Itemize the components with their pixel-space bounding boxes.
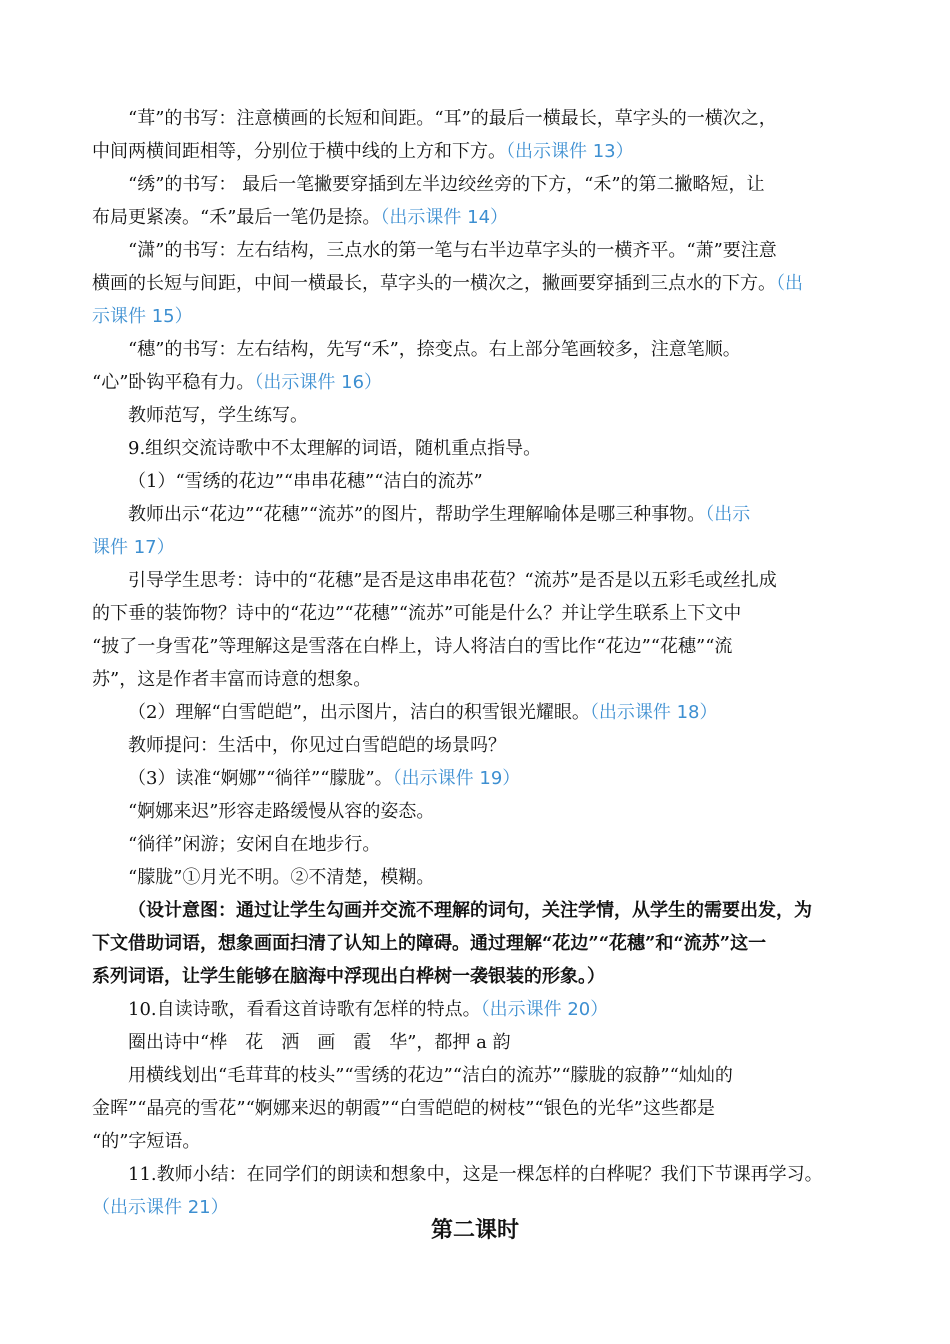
text-line [128,832,898,858]
text-line [92,931,862,957]
text-line [128,766,898,792]
courseware-reference: 示课件 15） [92,306,193,327]
text-line [128,865,898,891]
text-line [128,337,898,363]
line-text: 教师出示“花边”“花穗”“流苏”的图片，帮助学生理解喻体是哪三种事物。 [128,504,706,525]
text-line [92,205,862,231]
text-line [128,1030,898,1056]
line-text: “潇”的书写：左右结构，三点水的第一笔与右半边草字头的一横齐平。“萧”要注意 [128,240,777,261]
line-text: 引导学生思考：诗中的“花穗”是否是这串串花苞？“流苏”是否是以五彩毛或丝扎成 [128,570,777,591]
line-text: （设计意图：通过让学生勾画并交流不理解的词句，关注学情，从学生的需要出发，为 [128,900,812,921]
line-text: （3）读准“婀娜”“徜徉”“朦胧”。 [128,768,393,789]
text-line [92,370,862,396]
text-line [128,568,898,594]
text-line [92,271,862,297]
text-line [92,1129,862,1155]
line-text: “朦胧”①月光不明。②不清楚，模糊。 [128,867,435,888]
text-line [128,469,898,495]
courseware-reference: （出示课件 13） [506,141,634,162]
text-line [92,1096,862,1122]
text-line [128,997,898,1023]
courseware-reference: 课件 17） [92,537,175,558]
line-text: 金晖”“晶亮的雪花”“婀娜来迟的朝霞”“白雪皑皑的树枝”“银色的光华”这些都是 [92,1098,715,1119]
text-line [128,1063,898,1089]
line-text: （1）“雪绣的花边”“串串花穗”“洁白的流苏” [128,471,483,492]
line-text: 布局更紧凑。“禾”最后一笔仍是捺。 [92,207,381,228]
line-text: 9.组织交流诗歌中不太理解的词语，随机重点指导。 [128,438,542,459]
text-line [128,1162,898,1188]
text-line [128,799,898,825]
text-line [92,139,862,165]
courseware-reference: （出示课件 18） [589,702,718,723]
line-text: 11.教师小结：在同学们的朗读和想象中，这是一棵怎样的白桦呢？我们下节课再学习。 [128,1164,823,1185]
text-line [92,535,862,561]
text-line [128,436,898,462]
line-text: 圈出诗中“桦 花 洒 画 霞 华”，都押 a 韵 [128,1032,511,1053]
text-line [92,304,862,330]
line-text: 10.自读诗歌，看看这首诗歌有怎样的特点。 [128,999,481,1020]
line-text: “心”卧钩平稳有力。 [92,372,255,393]
line-text: 教师范写，学生练写。 [128,405,308,426]
text-line [128,238,898,264]
text-line [128,403,898,429]
courseware-reference: （出示课件 21） [92,1197,229,1218]
line-text: “穗”的书写：左右结构，先写“禾”，捺变点。右上部分笔画较多，注意笔顺。 [128,339,741,360]
text-line [92,667,862,693]
line-text: 用横线划出“毛茸茸的枝头”“雪绣的花边”“洁白的流苏”“朦胧的寂静”“灿灿的 [128,1065,733,1086]
courseware-reference: （出 [776,273,803,294]
text-line [92,634,862,660]
text-line [128,733,898,759]
courseware-reference: （出示课件 16） [254,372,383,393]
line-text: 教师提问：生活中，你见过白雪皑皑的场景吗？ [128,735,506,756]
text-line [128,700,898,726]
courseware-reference: （出示 [705,504,751,525]
line-text: “茸”的书写：注意横画的长短和间距。“耳”的最后一横最长，草字头的一横次之， [128,108,777,129]
line-text: “披了一身雪花”等理解这是雪落在白桦上，诗人将洁白的雪比作“花边”“花穗”“流 [92,636,733,657]
line-text: 横画的长短与间距，中间一横最长，草字头的一横次之，撇画要穿插到三点水的下方。 [92,273,776,294]
line-text: 苏”，这是作者丰富而诗意的想象。 [92,669,372,690]
text-line [92,964,862,990]
line-text: 系列词语，让学生能够在脑海中浮现出白桦树一袭银装的形象。） [92,966,605,987]
line-text: “婀娜来迟”形容走路缓慢从容的姿态。 [128,801,435,822]
section-heading: 第二课时 [430,1218,519,1243]
line-text: 下文借助词语，想象画面扫清了认知上的障碍。通过理解“花边”“花穗”和“流苏”这一 [92,933,767,954]
line-text: （2）理解“白雪皑皑”，出示图片，洁白的积雪银光耀眼。 [128,702,590,723]
line-text: 中间两横间距相等，分别位于横中线的上方和下方。 [92,141,506,162]
text-line [128,502,898,528]
text-line [92,601,862,627]
courseware-reference: （出示课件 19） [392,768,521,789]
text-line [128,172,898,198]
courseware-reference: （出示课件 14） [380,207,509,228]
text-line [128,898,898,924]
line-text: “的”字短语。 [92,1131,201,1152]
line-text: “绣”的书写： 最后一笔撇要穿插到左半边绞丝旁的下方，“禾”的第二撇略短，让 [128,174,765,195]
line-text: “徜徉”闲游；安闲自在地步行。 [128,834,381,855]
line-text: 的下垂的装饰物？诗中的“花边”“花穗”“流苏”可能是什么？并让学生联系上下文中 [92,603,742,624]
text-line [128,106,898,132]
courseware-reference: （出示课件 20） [480,999,609,1020]
